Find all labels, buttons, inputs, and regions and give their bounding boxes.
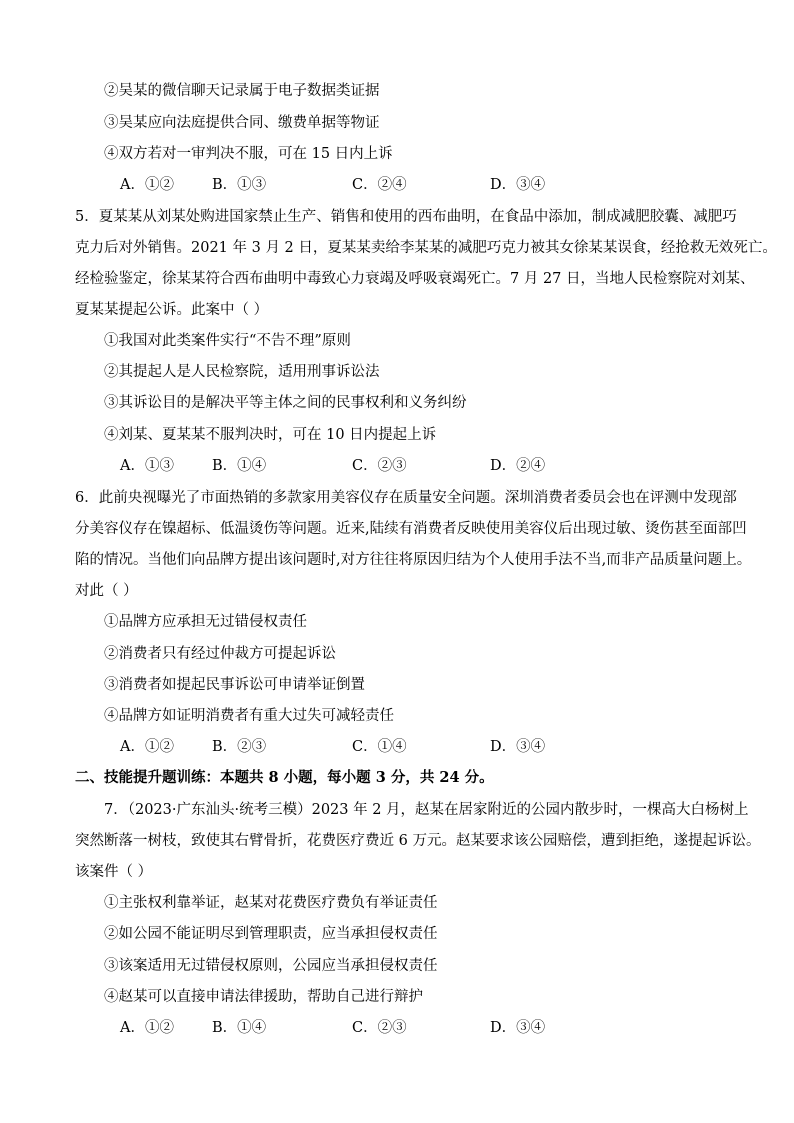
q6-statement-2: ②消费者只有经过仲裁方可提起诉讼 bbox=[104, 646, 336, 662]
q6-stem-line-4: 对此（ ） bbox=[75, 583, 138, 599]
q5-statement-3: ③其诉讼目的是解决平等主体之间的民事权利和义务纠纷 bbox=[104, 395, 467, 411]
q6-choice-c[interactable]: C．①④ bbox=[352, 739, 407, 755]
q6-choice-d[interactable]: D．③④ bbox=[490, 739, 546, 755]
q7-statement-4: ④赵某可以直接申请法律援助，帮助自己进行辩护 bbox=[104, 989, 423, 1005]
q5-choice-c[interactable]: C．②③ bbox=[352, 458, 407, 474]
q5-choice-d[interactable]: D．②④ bbox=[490, 458, 546, 474]
q7-stem-line-3: 该案件（ ） bbox=[75, 864, 153, 880]
q4-choice-c[interactable]: C．②④ bbox=[352, 177, 407, 193]
q5-stem-line-4: 夏某某提起公诉。此案中（ ） bbox=[75, 302, 269, 318]
q4-choices bbox=[120, 175, 680, 195]
q5-choices bbox=[120, 456, 680, 476]
q5-statement-2: ②其提起人是人民检察院，适用刑事诉讼法 bbox=[104, 364, 380, 380]
q7-choices bbox=[120, 1018, 680, 1038]
q6-statement-4: ④品牌方如证明消费者有重大过失可减轻责任 bbox=[104, 708, 394, 724]
q5-choice-a[interactable]: A．①③ bbox=[120, 458, 174, 474]
q5-statement-1: ①我国对此类案件实行“不告不理”原则 bbox=[104, 333, 351, 349]
q7-choice-a[interactable]: A．①② bbox=[120, 1020, 174, 1036]
q7-stem-line-2: 突然断落一树枝，致使其右臂骨折，花费医疗费近 6 万元。赵某要求该公园赔偿，遭到拒绝，遂提起诉讼。 bbox=[75, 833, 761, 849]
q4-choice-b[interactable]: B．①③ bbox=[212, 177, 267, 193]
q7-statement-3: ③该案适用无过错侵权原则，公园应当承担侵权责任 bbox=[104, 958, 438, 974]
q4-statement-4: ④双方若对一审判决不服，可在 15 日内上诉 bbox=[104, 146, 393, 162]
q6-choices bbox=[120, 737, 680, 757]
q6-stem-line-1: 6．此前央视曝光了市面热销的多款家用美容仪存在质量安全问题。深圳消费者委员会也在评测中发现部 bbox=[75, 490, 737, 506]
q7-choice-c[interactable]: C．②③ bbox=[352, 1020, 407, 1036]
q5-stem-line-2: 克力后对外销售。2021 年 3 月 2 日，夏某某卖给李某某的减肥巧克力被其女徐某某误食，经抢救无效死亡。 bbox=[75, 240, 777, 256]
q4-statement-2: ②吴某的微信聊天记录属于电子数据类证据 bbox=[104, 83, 380, 99]
q4-choice-d[interactable]: D．③④ bbox=[490, 177, 546, 193]
q7-stem-line-1: 7．（2023·广东汕头·统考三模）2023 年 2 月，赵某在居家附近的公园内散步时，一棵高大白杨树上 bbox=[104, 802, 749, 818]
q7-choice-d[interactable]: D．③④ bbox=[490, 1020, 546, 1036]
section-heading: 二、技能提升题训练：本题共 8 小题，每小题 3 分，共 24 分。 bbox=[75, 769, 494, 786]
q6-choice-b[interactable]: B．②③ bbox=[212, 739, 267, 755]
q6-stem-line-2: 分美容仪存在镍超标、低温烫伤等问题。近来,陆续有消费者反映使用美容仪后出现过敏、烫伤甚至面部凹 bbox=[75, 521, 747, 537]
q5-stem-line-1: 5．夏某某从刘某处购进国家禁止生产、销售和使用的西布曲明，在食品中添加，制成减肥胶囊、减肥巧 bbox=[75, 209, 737, 225]
q6-stem-line-3: 陷的情况。当他们向品牌方提出该问题时,对方往往将原因归结为个人使用手法不当,而非产品质量问题上。 bbox=[75, 552, 752, 568]
q6-statement-1: ①品牌方应承担无过错侵权责任 bbox=[104, 614, 307, 630]
q5-statement-4: ④刘某、夏某某不服判决时，可在 10 日内提起上诉 bbox=[104, 427, 437, 443]
q7-statement-2: ②如公园不能证明尽到管理职责，应当承担侵权责任 bbox=[104, 926, 438, 942]
q5-stem-line-3: 经检验鉴定，徐某某符合西布曲明中毒致心力衰竭及呼吸衰竭死亡。7 月 27 日，当地人民检察院对刘某、 bbox=[75, 271, 755, 287]
q6-choice-a[interactable]: A．①② bbox=[120, 739, 174, 755]
q4-statement-3: ③吴某应向法庭提供合同、缴费单据等物证 bbox=[104, 115, 380, 131]
q5-choice-b[interactable]: B．①④ bbox=[212, 458, 267, 474]
q6-statement-3: ③消费者如提起民事诉讼可申请举证倒置 bbox=[104, 677, 365, 693]
q7-statement-1: ①主张权利靠举证，赵某对花费医疗费负有举证责任 bbox=[104, 895, 438, 911]
q7-choice-b[interactable]: B．①④ bbox=[212, 1020, 267, 1036]
q4-choice-a[interactable]: A．①② bbox=[120, 177, 174, 193]
